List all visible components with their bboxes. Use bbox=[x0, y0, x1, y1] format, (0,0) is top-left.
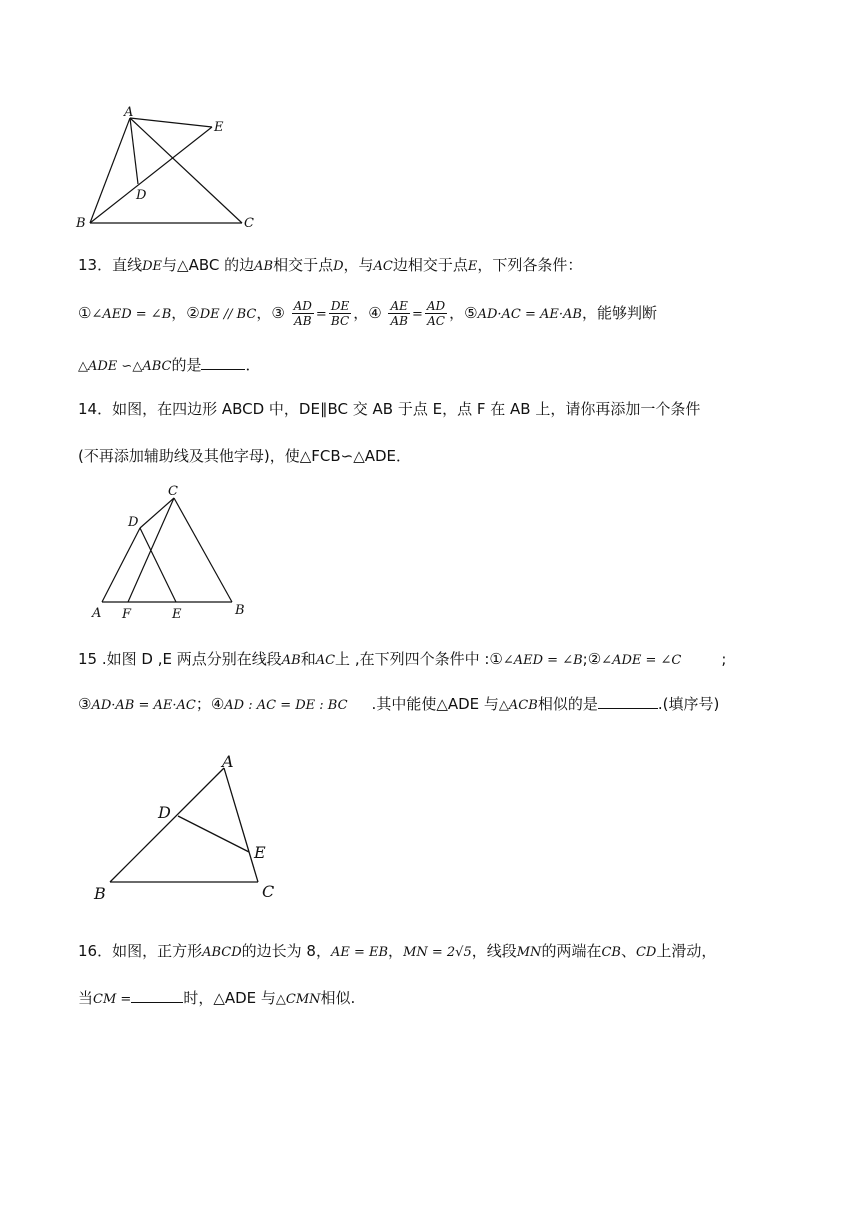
q15-answer-blank[interactable] bbox=[598, 694, 658, 709]
fig14-label-c: C bbox=[168, 484, 178, 499]
q16-text: 相似. bbox=[320, 989, 356, 1007]
fig15-label-c: C bbox=[262, 882, 275, 901]
q15-text: .(填序号) bbox=[657, 695, 720, 713]
q16-text: 的边长为 8， bbox=[241, 942, 331, 960]
q15-text: ；④ bbox=[195, 695, 225, 713]
fig14-label-d: D bbox=[128, 515, 139, 530]
q16-var-abcd: ABCD bbox=[202, 945, 242, 960]
q13-var-d: D bbox=[333, 259, 344, 274]
q13-similarity: △ADE ∽△ABC bbox=[78, 359, 172, 374]
q15-cond3: AD·AB = AE·AC bbox=[91, 698, 196, 713]
frac-denominator: AB bbox=[390, 314, 408, 328]
q16-text: 、 bbox=[620, 942, 636, 960]
figure-triangle-abc-de bbox=[88, 748, 288, 908]
q16-var-mn: MN bbox=[516, 945, 542, 960]
q15-text: 相似的是 bbox=[537, 695, 598, 713]
q16-var-cb: CB bbox=[601, 945, 621, 960]
fig15-label-b: B bbox=[94, 884, 106, 903]
q13-var-e: E bbox=[467, 259, 478, 274]
q15-cond1: ∠AED = ∠B bbox=[502, 653, 583, 668]
q13-sep: ，③ bbox=[256, 304, 285, 322]
fig14-label-a: A bbox=[92, 606, 102, 621]
q15-text: ;② bbox=[582, 650, 602, 668]
q16-var-cm: CM = bbox=[93, 992, 132, 1007]
q13-cond3-frac2 bbox=[329, 299, 351, 328]
q13-cond4-frac2 bbox=[425, 299, 447, 328]
q13-var-ac: AC bbox=[373, 259, 393, 274]
q16-text: 的两端在 bbox=[541, 942, 602, 960]
q15-text: .其中能使△ADE 与 bbox=[371, 695, 499, 713]
q15-cond2: ∠ADE = ∠C bbox=[601, 653, 682, 668]
q15-cond4: AD : AC = DE : BC bbox=[224, 698, 348, 713]
q13-text: 的是 bbox=[171, 356, 202, 374]
q13-line2 bbox=[78, 296, 657, 332]
q14-text: (不再添加辅助线及其他字母)，使△FCB∽△ADE． bbox=[78, 447, 412, 465]
q15-text: ; bbox=[721, 650, 727, 668]
q16-text: 当 bbox=[78, 989, 94, 1007]
q13-text: ，下列各条件： bbox=[477, 256, 583, 274]
q13-text: 相交于点 bbox=[273, 256, 334, 274]
q13-answer-blank[interactable] bbox=[201, 355, 245, 370]
fig12-label-e: E bbox=[214, 120, 224, 135]
frac-denominator: AB bbox=[294, 314, 312, 328]
q15-text: ③ bbox=[78, 695, 92, 713]
q13-cond2: DE // BC bbox=[199, 307, 257, 322]
fig12-label-b: B bbox=[76, 216, 86, 231]
fig14-label-b: B bbox=[235, 603, 245, 618]
q16-text: ，线段 bbox=[471, 942, 517, 960]
q13-cond3-frac1 bbox=[292, 299, 314, 328]
q16-text: 时，△ADE 与 bbox=[183, 989, 276, 1007]
q13-number: 13． bbox=[78, 256, 113, 274]
q13-cond4-frac1 bbox=[388, 299, 409, 328]
frac-numerator: AD bbox=[293, 299, 312, 313]
q16-cond1: AE = EB bbox=[330, 945, 389, 960]
q14-line2 bbox=[78, 445, 411, 467]
q15-text: 上 ,在下列四个条件中 :① bbox=[335, 650, 503, 668]
q16-line2 bbox=[78, 987, 355, 1011]
fig14-label-e: E bbox=[172, 607, 182, 622]
q13-text: ． bbox=[245, 356, 261, 374]
q15-text: 15 .如图 D ,E 两点分别在线段 bbox=[78, 650, 282, 668]
q13-text: 直线 bbox=[112, 256, 143, 274]
q13-line1 bbox=[78, 254, 582, 278]
q13-var-de: DE bbox=[142, 259, 163, 274]
figure-quadrilateral-abcd bbox=[88, 480, 258, 625]
frac-denominator: AC bbox=[427, 314, 445, 328]
q13-text: ，与 bbox=[343, 256, 374, 274]
q13-cond1: ∠AED = ∠B bbox=[91, 307, 172, 322]
q13-sep: ，② bbox=[171, 304, 200, 322]
q16-cond2: MN = 2√5 bbox=[403, 945, 472, 960]
q13-equals: = bbox=[315, 307, 327, 322]
q16-var-cmn: △CMN bbox=[275, 992, 321, 1007]
fig12-label-c: C bbox=[244, 216, 254, 231]
q16-text: ， bbox=[388, 942, 404, 960]
q15-var-ac: AC bbox=[315, 653, 336, 668]
q16-answer-blank[interactable] bbox=[131, 988, 183, 1003]
q13-text: 与△ABC 的边 bbox=[162, 256, 255, 274]
q15-line1 bbox=[78, 648, 726, 672]
q16-line1 bbox=[78, 940, 716, 964]
figure-triangle-abc-ade bbox=[70, 100, 270, 235]
frac-denominator: BC bbox=[330, 314, 350, 328]
q13-text: 边相交于点 bbox=[392, 256, 468, 274]
q13-cond1-mark: ① bbox=[78, 304, 92, 322]
q13-equals: = bbox=[411, 307, 423, 322]
q13-var-ab: AB bbox=[254, 259, 274, 274]
q16-text: 16．如图，正方形 bbox=[78, 942, 203, 960]
q16-var-cd: CD bbox=[635, 945, 657, 960]
q14-text: 14．如图，在四边形 ABCD 中，DE∥BC 交 AB 于点 E，点 F 在 AB 上，请你再添加一个条件 bbox=[78, 400, 701, 418]
q13-sep: ，④ bbox=[353, 304, 382, 322]
fig15-label-d: D bbox=[158, 803, 171, 822]
frac-numerator: AE bbox=[390, 299, 408, 313]
frac-numerator: DE bbox=[330, 299, 350, 313]
q15-var-acb: △ACB bbox=[498, 698, 538, 713]
fig15-label-a: A bbox=[222, 752, 234, 771]
q16-text: 上滑动， bbox=[656, 942, 717, 960]
fig14-label-f: F bbox=[122, 607, 132, 622]
fig12-label-d: D bbox=[136, 188, 147, 203]
q13-line3 bbox=[78, 354, 260, 378]
fig15-label-e: E bbox=[254, 843, 266, 862]
q13-sep: ，⑤ bbox=[449, 304, 478, 322]
q15-line2 bbox=[78, 693, 719, 717]
q13-cond5: AD·AC = AE·AB bbox=[477, 307, 582, 322]
q15-var-ab: AB bbox=[281, 653, 301, 668]
q15-text: 和 bbox=[300, 650, 316, 668]
q14-line1 bbox=[78, 398, 700, 420]
fig12-label-a: A bbox=[124, 105, 134, 120]
q13-text: ，能够判断 bbox=[581, 304, 657, 322]
frac-numerator: AD bbox=[426, 299, 446, 313]
